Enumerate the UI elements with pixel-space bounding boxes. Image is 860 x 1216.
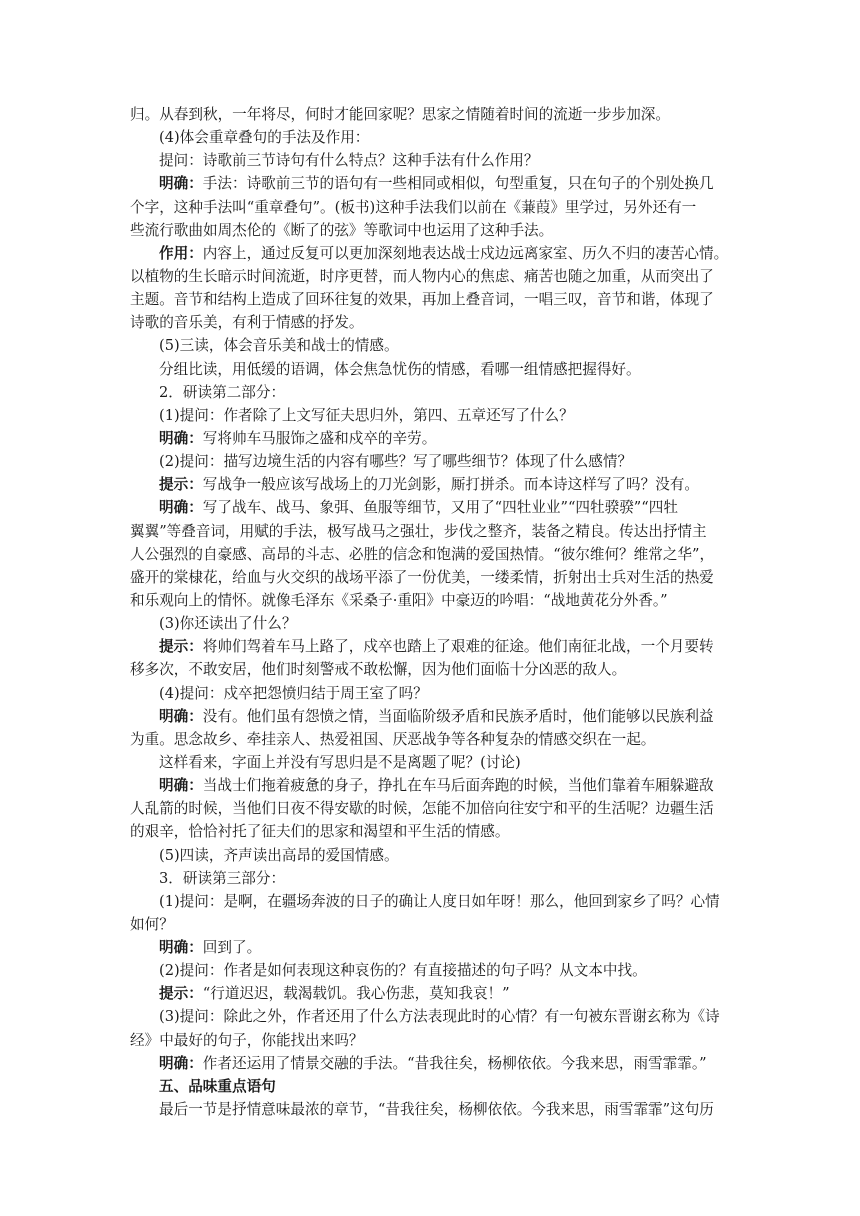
line-text: 经》中最好的句子，你能找出来吗？: [130, 1031, 364, 1049]
line-text: 如何？: [130, 915, 174, 933]
line-label: 明确：: [159, 175, 203, 193]
text-line: [130, 1005, 736, 1028]
text-line: [130, 820, 736, 843]
line-text: 提问：诗歌前三节诗句有什么特点？这种手法有什么作用？: [159, 152, 539, 170]
line-label: 提示：: [159, 476, 203, 494]
text-line: [130, 728, 736, 751]
line-text: “行道迟迟，载渴载饥。我心伤悲，莫知我哀！”: [202, 985, 510, 1003]
text-line: [130, 1052, 736, 1075]
text-line: [130, 427, 736, 450]
line-text: 移多次，不敢安居，他们时刻警戒不敢松懈，因为他们面临十分凶恶的敌人。: [130, 661, 627, 679]
text-line: [130, 890, 736, 913]
text-line: [130, 566, 736, 589]
text-line: [130, 196, 736, 219]
line-text: (1)提问：是啊，在疆场奔波的日子的确让人度日如年呀！那么，他回到家乡了吗？心情: [159, 892, 720, 910]
line-label: 明确：: [159, 1054, 203, 1072]
text-line: [130, 219, 736, 242]
line-label: 明确：: [159, 707, 203, 725]
line-text: 最后一节是抒情意味最浓的章节，“昔我往矣，杨柳依依。今我来思，雨雪霏霏”这句历: [159, 1101, 714, 1119]
line-text: 手法：诗歌前三节的语句有一些相同或相似，句型重复，只在句子的个别处换几: [202, 175, 714, 193]
line-text: 2．研读第二部分：: [159, 383, 286, 401]
line-text: 以植物的生长暗示时间流逝，时序更替，而人物内心的焦虑、痛苦也随之加重，从而突出了: [130, 267, 714, 285]
line-label: 明确：: [159, 777, 203, 795]
text-line: [130, 543, 736, 566]
text-line: [130, 358, 736, 381]
text-line: [130, 589, 736, 612]
text-line: [130, 797, 736, 820]
line-text: (4)提问：戍卒把怨愤归结于周王室了吗？: [159, 684, 428, 702]
text-line: [130, 612, 736, 635]
line-text: 写战争一般应该写战场上的刀光剑影，厮打拼杀。而本诗这样写了吗？没有。: [202, 476, 699, 494]
line-text: (5)四读，齐声读出高昂的爱国情感。: [159, 846, 399, 864]
line-text: 翼翼”等叠音词，用赋的手法，极写战马之强壮，步伐之整齐，装备之精良。传达出抒情主: [130, 522, 707, 540]
line-text: (2)提问：描写边境生活的内容有哪些？写了哪些细节？体现了什么感情？: [159, 453, 633, 471]
text-line: [130, 496, 736, 519]
line-text: 和乐观向上的情怀。就像毛泽东《采桑子·重阳》中豪迈的吟唱：“战地黄花分外香。”: [130, 591, 668, 609]
line-text: 诗歌的音乐美，有利于情感的抒发。: [130, 314, 364, 332]
line-label: 五、品味重点语句: [159, 1077, 276, 1095]
line-text: (3)你还读出了什么？: [159, 615, 297, 633]
text-line: [130, 1029, 736, 1052]
text-line: [130, 774, 736, 797]
line-label: 明确：: [159, 939, 203, 957]
line-text: 人乱箭的时候，当他们日夜不得安歇的时候，怎能不加倍向往安宁和平的生活呢？边疆生活: [130, 800, 714, 818]
text-line: [130, 1075, 736, 1098]
line-text: 这样看来，字面上并没有写思归是不是离题了呢？(讨论): [159, 753, 521, 771]
line-text: 些流行歌曲如周杰伦的《断了的弦》等歌词中也运用了这种手法。: [130, 221, 554, 239]
text-line: [130, 334, 736, 357]
line-text: (4)体会重章叠句的手法及作用：: [159, 129, 370, 147]
line-text: 写了战车、战马、象弭、鱼服等细节，又用了“四牡业业”“四牡骙骙”“四牡: [202, 499, 678, 517]
line-text: 主题。音节和结构上造成了回环往复的效果，再加上叠音词，一唱三叹，音节和谐，体现了: [130, 291, 714, 309]
line-text: (1)提问：作者除了上文写征夫思归外，第四、五章还写了什么？: [159, 406, 574, 424]
line-text: (2)提问：作者是如何表现这种哀伤的？有直接描述的句子吗？从文本中找。: [159, 962, 647, 980]
line-text: (5)三读，体会音乐美和战士的情感。: [159, 337, 399, 355]
line-text: 盛开的棠棣花，给血与火交织的战场平添了一份优美，一缕柔情，折射出士兵对生活的热爱: [130, 568, 714, 586]
line-text: 回到了。: [202, 939, 262, 957]
line-text: 分组比读，用低缓的语调，体会焦急忧伤的情感，看哪一组情感把握得好。: [159, 360, 641, 378]
line-label: 明确：: [159, 429, 203, 447]
text-line: [130, 867, 736, 890]
line-text: (3)提问：除此之外，作者还用了什么方法表现此时的心情？有一句被东晋谢玄称为《诗: [159, 1008, 720, 1026]
text-line: [130, 126, 736, 149]
line-text: 当战士们拖着疲惫的身子，挣扎在车马后面奔跑的时候，当他们靠着车厢躲避敌: [202, 777, 714, 795]
text-line: [130, 149, 736, 172]
text-line: [130, 288, 736, 311]
line-label: 提示：: [159, 985, 203, 1003]
text-line: [130, 635, 736, 658]
line-label: 明确：: [159, 499, 203, 517]
document-body: [130, 103, 736, 1121]
line-text: 写将帅车马服饰之盛和戍卒的辛劳。: [202, 429, 437, 447]
line-text: 归。从春到秋，一年将尽，何时才能回家呢？思家之情随着时间的流逝一步步加深。: [130, 106, 670, 123]
text-line: [130, 913, 736, 936]
text-line: [130, 473, 736, 496]
line-label: 提示：: [159, 638, 203, 656]
text-line: [130, 658, 736, 681]
text-line: [130, 450, 736, 473]
text-line: [130, 682, 736, 705]
text-line: [130, 265, 736, 288]
line-text: 的艰辛，恰恰衬托了征夫们的思家和渴望和平生活的情感。: [130, 823, 510, 841]
text-line: [130, 311, 736, 334]
text-line: [130, 705, 736, 728]
line-text: 为重。思念故乡、牵挂亲人、热爱祖国、厌恶战争等各种复杂的情感交织在一起。: [130, 730, 656, 748]
text-line: [130, 751, 736, 774]
text-line: [130, 936, 736, 959]
text-line: [130, 242, 736, 265]
line-text: 3．研读第三部分：: [159, 869, 286, 887]
text-line: [130, 520, 736, 543]
line-text: 将帅们驾着车马上路了，戍卒也踏上了艰难的征途。他们南征北战，一个月要转: [202, 638, 714, 656]
text-line: [130, 404, 736, 427]
line-label: 作用：: [159, 244, 203, 262]
line-text: 个字，这种手法叫“重章叠句”。(板书)这种手法我们以前在《蒹葭》里学过，另外还有一: [130, 198, 697, 216]
text-line: [130, 959, 736, 982]
text-line: [130, 1098, 736, 1121]
line-text: 人公强烈的自豪感、高昂的斗志、必胜的信念和饱满的爱国热情。“彼尔维何？维常之华”，: [130, 545, 715, 563]
text-line: [130, 844, 736, 867]
line-text: 作者还运用了情景交融的手法。“昔我往矣，杨柳依依。今我来思，雨雪霏霏。”: [202, 1054, 707, 1072]
line-text: 没有。他们虽有怨愤之情，当面临阶级矛盾和民族矛盾时，他们能够以民族利益: [202, 707, 714, 725]
line-text: 内容上，通过反复可以更加深刻地表达战士戍边远离家室、历久不归的凄苦心情。: [202, 244, 729, 262]
text-line: [130, 103, 736, 126]
text-line: [130, 982, 736, 1005]
text-line: [130, 381, 736, 404]
text-line: [130, 172, 736, 195]
